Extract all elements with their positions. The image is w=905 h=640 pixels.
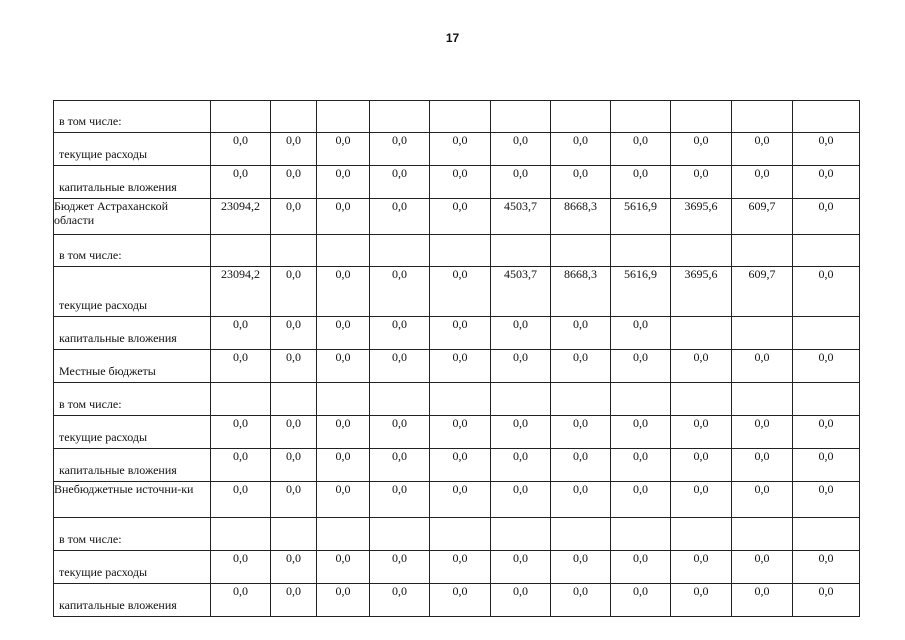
value-cell: 0,0 — [611, 449, 671, 482]
value-cell: 0,0 — [211, 317, 271, 350]
value-cell: 0,0 — [430, 416, 491, 449]
value-cell: 8668,3 — [551, 199, 611, 235]
value-cell: 0,0 — [211, 416, 271, 449]
value-cell: 4503,7 — [491, 267, 551, 317]
value-cell: 0,0 — [430, 133, 491, 166]
value-cell: 0,0 — [793, 133, 860, 166]
value-cell: 3695,6 — [671, 199, 732, 235]
row-label: Бюджет Астраханской области — [54, 199, 211, 235]
value-cell: 0,0 — [317, 482, 370, 518]
value-cell: 0,0 — [551, 416, 611, 449]
value-cell: 0,0 — [430, 551, 491, 584]
value-cell: 0,0 — [430, 482, 491, 518]
value-cell: 5616,9 — [611, 199, 671, 235]
value-cell: 0,0 — [732, 551, 793, 584]
row-label: текущие расходы — [54, 416, 211, 449]
value-cell — [370, 101, 430, 133]
value-cell: 0,0 — [793, 449, 860, 482]
value-cell: 23094,2 — [211, 267, 271, 317]
row-label: в том числе: — [54, 235, 211, 267]
value-cell — [491, 235, 551, 267]
value-cell — [271, 383, 317, 416]
table-row — [54, 199, 860, 235]
value-cell: 0,0 — [370, 267, 430, 317]
value-cell: 609,7 — [732, 199, 793, 235]
value-cell: 0,0 — [211, 133, 271, 166]
value-cell: 0,0 — [491, 551, 551, 584]
value-cell — [317, 383, 370, 416]
value-cell: 0,0 — [611, 317, 671, 350]
value-cell — [491, 518, 551, 551]
value-cell — [793, 101, 860, 133]
table-row — [54, 317, 860, 350]
value-cell: 0,0 — [611, 416, 671, 449]
value-cell — [430, 101, 491, 133]
value-cell: 0,0 — [611, 482, 671, 518]
value-cell: 0,0 — [317, 317, 370, 350]
value-cell: 0,0 — [211, 551, 271, 584]
value-cell: 0,0 — [271, 449, 317, 482]
value-cell: 0,0 — [271, 584, 317, 617]
value-cell — [732, 317, 793, 350]
value-cell: 0,0 — [430, 317, 491, 350]
value-cell: 0,0 — [793, 584, 860, 617]
value-cell — [611, 101, 671, 133]
value-cell: 0,0 — [551, 350, 611, 383]
table-row — [54, 101, 860, 133]
value-cell — [430, 383, 491, 416]
table-row — [54, 235, 860, 267]
value-cell: 0,0 — [732, 482, 793, 518]
value-cell: 0,0 — [317, 350, 370, 383]
value-cell — [793, 518, 860, 551]
value-cell: 0,0 — [271, 350, 317, 383]
row-label: текущие расходы — [54, 133, 211, 166]
value-cell — [491, 101, 551, 133]
value-cell: 609,7 — [732, 267, 793, 317]
value-cell — [271, 101, 317, 133]
value-cell — [271, 235, 317, 267]
table-row — [54, 518, 860, 551]
value-cell: 0,0 — [271, 133, 317, 166]
value-cell: 0,0 — [370, 317, 430, 350]
value-cell — [211, 235, 271, 267]
value-cell — [611, 235, 671, 267]
value-cell: 0,0 — [211, 350, 271, 383]
value-cell: 0,0 — [611, 584, 671, 617]
table-row — [54, 383, 860, 416]
table-row — [54, 416, 860, 449]
value-cell: 0,0 — [370, 199, 430, 235]
value-cell: 0,0 — [370, 133, 430, 166]
value-cell: 0,0 — [370, 449, 430, 482]
value-cell — [491, 383, 551, 416]
value-cell — [793, 235, 860, 267]
value-cell: 0,0 — [370, 166, 430, 199]
value-cell — [671, 518, 732, 551]
value-cell: 0,0 — [671, 551, 732, 584]
value-cell: 0,0 — [671, 133, 732, 166]
value-cell: 0,0 — [317, 551, 370, 584]
value-cell: 0,0 — [611, 166, 671, 199]
value-cell — [211, 101, 271, 133]
table-row — [54, 584, 860, 617]
value-cell: 0,0 — [370, 416, 430, 449]
value-cell — [551, 235, 611, 267]
value-cell: 0,0 — [271, 166, 317, 199]
row-label: капитальные вложения — [54, 449, 211, 482]
value-cell — [317, 235, 370, 267]
value-cell: 0,0 — [271, 551, 317, 584]
value-cell — [271, 518, 317, 551]
value-cell: 0,0 — [370, 350, 430, 383]
value-cell: 0,0 — [211, 584, 271, 617]
value-cell — [611, 383, 671, 416]
value-cell — [732, 101, 793, 133]
value-cell: 0,0 — [732, 449, 793, 482]
page-number: 17 — [445, 31, 460, 45]
value-cell — [732, 235, 793, 267]
table-row — [54, 267, 860, 317]
value-cell: 0,0 — [491, 317, 551, 350]
row-label: Местные бюджеты — [54, 350, 211, 383]
value-cell: 0,0 — [793, 267, 860, 317]
value-cell: 0,0 — [491, 166, 551, 199]
value-cell: 0,0 — [211, 449, 271, 482]
value-cell: 0,0 — [671, 449, 732, 482]
value-cell: 0,0 — [211, 166, 271, 199]
value-cell: 0,0 — [732, 416, 793, 449]
value-cell: 0,0 — [611, 133, 671, 166]
row-label: Внебюджетные источни-ки — [54, 482, 211, 518]
value-cell: 0,0 — [317, 267, 370, 317]
value-cell — [211, 518, 271, 551]
value-cell — [317, 518, 370, 551]
value-cell: 0,0 — [271, 199, 317, 235]
value-cell — [430, 235, 491, 267]
value-cell: 0,0 — [317, 416, 370, 449]
value-cell: 0,0 — [317, 199, 370, 235]
value-cell — [732, 383, 793, 416]
row-label: капитальные вложения — [54, 317, 211, 350]
table-row — [54, 350, 860, 383]
value-cell: 0,0 — [211, 482, 271, 518]
row-label: капитальные вложения — [54, 584, 211, 617]
row-label: капитальные вложения — [54, 166, 211, 199]
value-cell: 0,0 — [551, 482, 611, 518]
value-cell — [793, 383, 860, 416]
value-cell: 0,0 — [551, 551, 611, 584]
value-cell: 0,0 — [430, 449, 491, 482]
value-cell: 0,0 — [317, 133, 370, 166]
value-cell: 0,0 — [370, 482, 430, 518]
value-cell: 0,0 — [491, 482, 551, 518]
value-cell: 0,0 — [370, 551, 430, 584]
value-cell: 0,0 — [551, 317, 611, 350]
value-cell: 0,0 — [732, 584, 793, 617]
value-cell — [671, 383, 732, 416]
value-cell — [671, 101, 732, 133]
budget-table — [53, 100, 860, 617]
value-cell: 0,0 — [732, 166, 793, 199]
value-cell: 0,0 — [793, 551, 860, 584]
value-cell — [430, 518, 491, 551]
value-cell: 0,0 — [370, 584, 430, 617]
value-cell: 0,0 — [671, 166, 732, 199]
value-cell: 0,0 — [271, 317, 317, 350]
value-cell: 0,0 — [671, 350, 732, 383]
table-row — [54, 551, 860, 584]
value-cell: 0,0 — [551, 449, 611, 482]
value-cell: 0,0 — [271, 482, 317, 518]
value-cell: 0,0 — [271, 416, 317, 449]
value-cell: 4503,7 — [491, 199, 551, 235]
value-cell: 0,0 — [793, 166, 860, 199]
value-cell — [611, 518, 671, 551]
value-cell — [551, 518, 611, 551]
value-cell — [317, 101, 370, 133]
value-cell: 0,0 — [430, 199, 491, 235]
value-cell: 0,0 — [491, 449, 551, 482]
table-row — [54, 449, 860, 482]
value-cell: 0,0 — [793, 350, 860, 383]
value-cell — [551, 383, 611, 416]
table-row — [54, 482, 860, 518]
value-cell: 0,0 — [430, 350, 491, 383]
value-cell — [793, 317, 860, 350]
value-cell: 0,0 — [430, 166, 491, 199]
value-cell: 0,0 — [430, 584, 491, 617]
value-cell: 8668,3 — [551, 267, 611, 317]
row-label: текущие расходы — [54, 267, 211, 317]
value-cell: 0,0 — [317, 166, 370, 199]
value-cell: 0,0 — [793, 482, 860, 518]
value-cell: 0,0 — [430, 267, 491, 317]
value-cell: 0,0 — [551, 133, 611, 166]
row-label: текущие расходы — [54, 551, 211, 584]
table-body — [54, 101, 860, 617]
value-cell: 0,0 — [491, 416, 551, 449]
table-row — [54, 166, 860, 199]
row-label: в том числе: — [54, 101, 211, 133]
value-cell — [370, 383, 430, 416]
value-cell — [370, 518, 430, 551]
value-cell: 0,0 — [317, 449, 370, 482]
value-cell — [551, 101, 611, 133]
value-cell: 0,0 — [732, 350, 793, 383]
value-cell — [211, 383, 271, 416]
value-cell: 0,0 — [611, 350, 671, 383]
value-cell: 23094,2 — [211, 199, 271, 235]
value-cell — [671, 235, 732, 267]
value-cell: 0,0 — [732, 133, 793, 166]
value-cell — [370, 235, 430, 267]
value-cell: 0,0 — [671, 482, 732, 518]
value-cell: 0,0 — [271, 267, 317, 317]
value-cell: 5616,9 — [611, 267, 671, 317]
value-cell — [732, 518, 793, 551]
value-cell: 0,0 — [551, 584, 611, 617]
value-cell: 0,0 — [793, 199, 860, 235]
row-label: в том числе: — [54, 383, 211, 416]
value-cell: 0,0 — [551, 166, 611, 199]
value-cell: 0,0 — [317, 584, 370, 617]
value-cell: 0,0 — [671, 584, 732, 617]
value-cell: 0,0 — [491, 133, 551, 166]
table-row — [54, 133, 860, 166]
value-cell: 0,0 — [671, 416, 732, 449]
row-label: в том числе: — [54, 518, 211, 551]
value-cell: 0,0 — [491, 584, 551, 617]
value-cell: 0,0 — [611, 551, 671, 584]
value-cell: 3695,6 — [671, 267, 732, 317]
value-cell: 0,0 — [491, 350, 551, 383]
value-cell: 0,0 — [793, 416, 860, 449]
value-cell — [671, 317, 732, 350]
